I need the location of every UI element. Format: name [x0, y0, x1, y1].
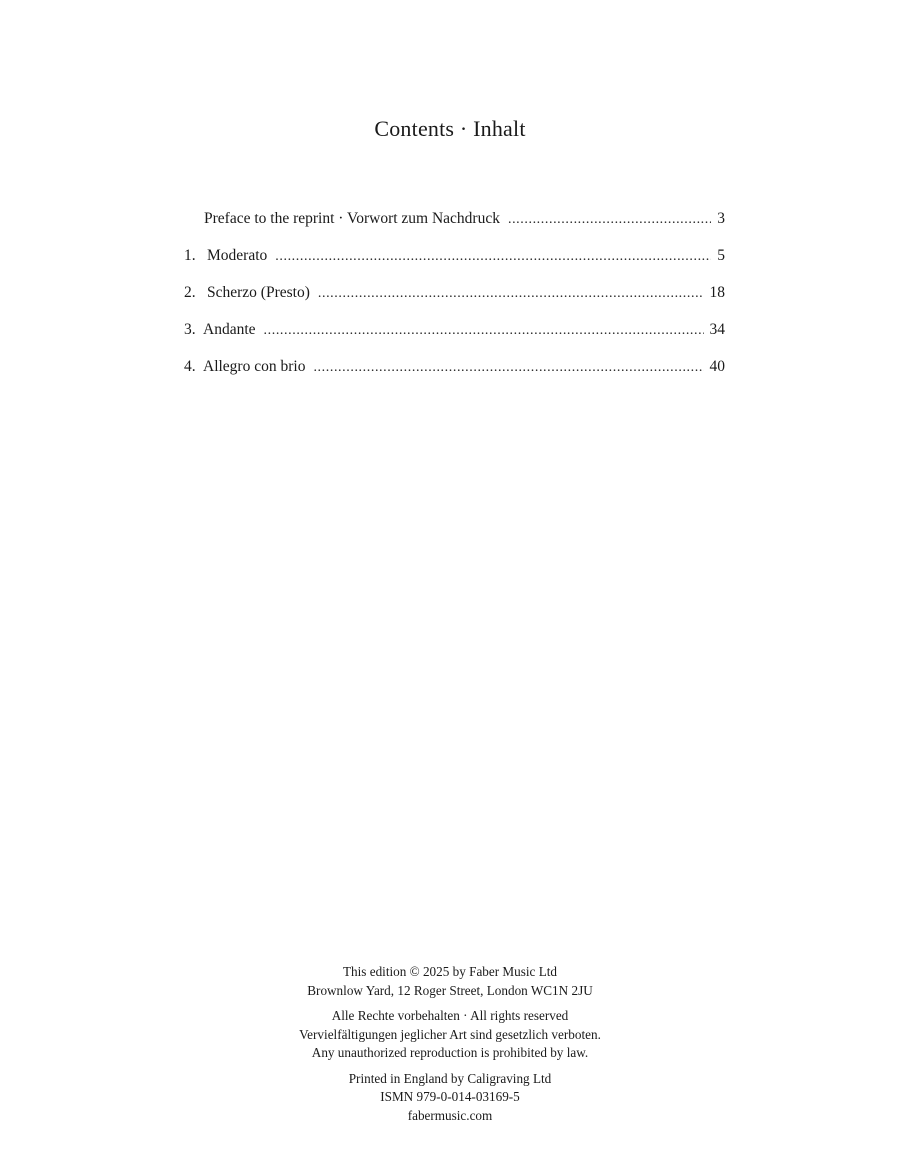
- toc-entry-number: 1.: [184, 247, 196, 264]
- toc-entry-page: 34: [709, 321, 725, 338]
- toc-entry-label: Andante: [203, 321, 256, 338]
- colophon: [0, 963, 900, 1132]
- publisher-address: Brownlow Yard, 12 Roger Street, London WC1N 2JU: [307, 982, 593, 998]
- reproduction-notice-de: Vervielfältigungen jeglicher Art sind gesetzlich verboten.: [299, 1026, 601, 1042]
- toc-entry-number: 4.: [184, 358, 196, 375]
- toc-leader-dots: [313, 360, 703, 376]
- toc-entry-2: [184, 284, 725, 321]
- page-title: Contents · Inhalt: [374, 116, 526, 141]
- toc-leader-dots: [508, 212, 711, 228]
- printer-line: Printed in England by Caligraving Ltd: [348, 1070, 552, 1086]
- toc-entry-preface: [184, 210, 725, 247]
- toc-entry-number: 3.: [184, 321, 196, 338]
- copyright-line: This edition © 2025 by Faber Music Ltd: [342, 964, 558, 979]
- toc-entry-number: 2.: [184, 284, 196, 301]
- toc-entry-1: [184, 247, 725, 284]
- toc-entry-3: [184, 321, 725, 358]
- toc-entry-page: 40: [709, 358, 725, 375]
- toc-entry-page: 3: [717, 210, 725, 227]
- ismn-line: ISMN 979-0-014-03169-5: [380, 1089, 520, 1104]
- toc-leader-dots: [264, 323, 704, 339]
- publisher-info: [0, 963, 900, 1000]
- toc-entry-label: Moderato: [207, 247, 268, 264]
- toc-entry-page: 18: [709, 284, 725, 301]
- toc-entry-label: Allegro con brio: [203, 358, 306, 375]
- toc-leader-dots: [318, 286, 704, 302]
- reproduction-notice-en: Any unauthorized reproduction is prohibited by law.: [311, 1045, 589, 1060]
- toc-leader-dots: [275, 249, 711, 265]
- printing-info: [0, 1070, 900, 1126]
- website-line: fabermusic.com: [407, 1107, 493, 1123]
- toc-entry-label: Scherzo (Presto): [207, 284, 310, 301]
- toc-entry-page: 5: [717, 247, 725, 264]
- rights-notice: [0, 1007, 900, 1063]
- table-of-contents: [184, 210, 725, 395]
- toc-entry-4: [184, 358, 725, 395]
- rights-reserved-line: Alle Rechte vorbehalten · All rights reserved: [331, 1008, 569, 1023]
- toc-entry-label: Preface to the reprint · Vorwort zum Nachdruck: [204, 210, 500, 227]
